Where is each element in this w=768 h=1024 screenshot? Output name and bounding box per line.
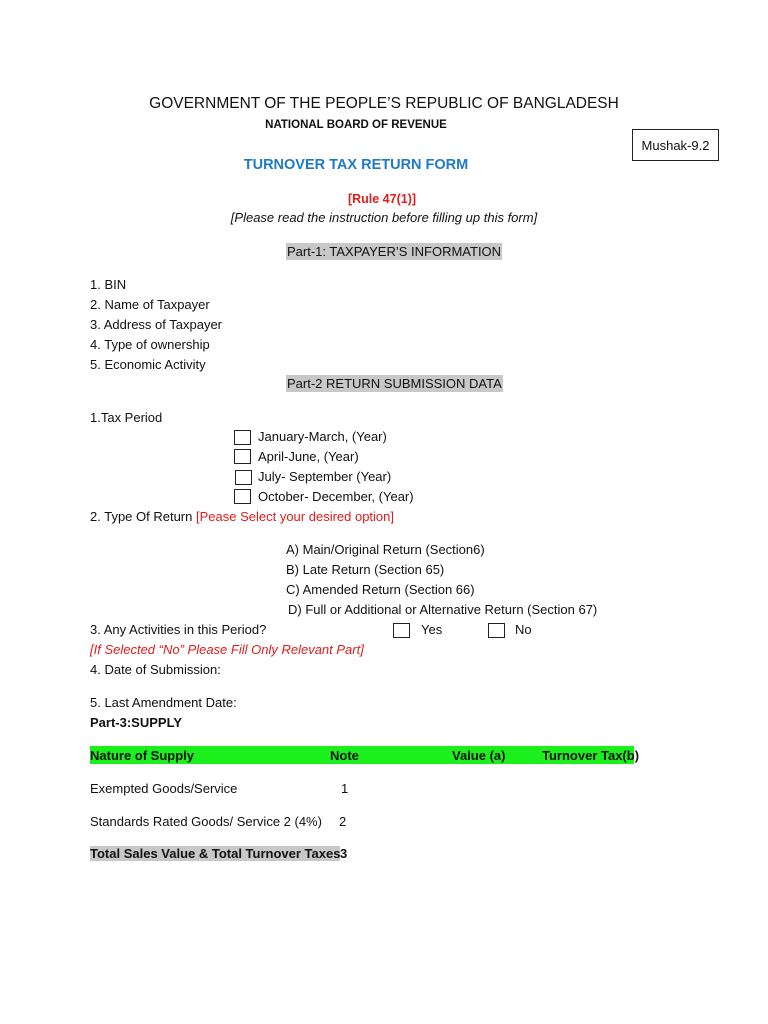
period-q1-label: January-March, (Year) (258, 429, 387, 444)
period-q4-checkbox[interactable] (234, 489, 251, 504)
form-title: TURNOVER TAX RETURN FORM (243, 157, 469, 173)
field-economic-activity: 5. Economic Activity (90, 357, 206, 372)
return-option-late[interactable]: B) Late Return (Section 65) (286, 562, 445, 577)
return-type-hint: [Pease Select your desired option] (196, 509, 395, 524)
row-exempted-note: 1 (341, 781, 349, 796)
period-q2-label: April-June, (Year) (258, 449, 359, 464)
activities-no-checkbox[interactable] (488, 623, 505, 638)
government-title: GOVERNMENT OF THE PEOPLE’S REPUBLIC OF BANGLADESH (149, 95, 619, 112)
row-exempted-nature: Exempted Goods/Service (90, 781, 238, 796)
return-option-amended[interactable]: C) Amended Return (Section 66) (286, 582, 475, 597)
part2-title-text: Part-2 RETURN SUBMISSION DATA (287, 376, 502, 391)
period-q3-checkbox[interactable] (235, 470, 252, 485)
period-q4-label: October- December, (Year) (258, 489, 414, 504)
submission-date-label: 4. Date of Submission: (90, 662, 221, 677)
row-total (90, 846, 340, 861)
activities-note: [If Selected “No” Please Fill Only Relevant Part] (90, 642, 364, 657)
part2-title (286, 376, 503, 391)
return-option-main[interactable]: A) Main/Original Return (Section6) (286, 542, 485, 557)
row-total-nature: Total Sales Value & Total Turnover Taxes (90, 846, 341, 861)
row-standard-note: 2 (339, 814, 347, 829)
column-nature-of-supply: Nature of Supply (90, 748, 195, 763)
part1-title (286, 244, 502, 259)
row-total-note: 3 (340, 846, 348, 861)
field-taxpayer-address: 3. Address of Taxpayer (90, 317, 223, 332)
instruction-note: [Please read the instruction before filling up this form] (230, 210, 538, 225)
field-taxpayer-name: 2. Name of Taxpayer (90, 297, 210, 312)
amendment-date-label: 5. Last Amendment Date: (90, 695, 237, 710)
column-turnover-tax: Turnover Tax(b) (542, 748, 640, 763)
activities-yes-label: Yes (421, 622, 443, 637)
activities-label: 3. Any Activities in this Period? (90, 622, 267, 637)
column-value: Value (a) (452, 748, 506, 763)
part1-title-text: Part-1: TAXPAYER’S INFORMATION (287, 244, 502, 259)
return-type-row (90, 509, 394, 524)
period-q2-checkbox[interactable] (234, 449, 251, 464)
return-type-label: 2. Type Of Return (90, 509, 193, 524)
part3-title: Part-3:SUPPLY (90, 715, 182, 730)
activities-no-label: No (515, 622, 532, 637)
field-ownership-type: 4. Type of ownership (90, 337, 210, 352)
return-option-full[interactable]: D) Full or Additional or Alternative Return (Section 67) (288, 602, 598, 617)
rule-reference: [Rule 47(1)] (347, 192, 417, 206)
column-note: Note (330, 748, 359, 763)
activities-yes-checkbox[interactable] (393, 623, 410, 638)
period-q1-checkbox[interactable] (234, 430, 251, 445)
form-code: Mushak-9.2 (641, 137, 710, 153)
tax-period-label: 1.Tax Period (90, 410, 163, 425)
board-name: NATIONAL BOARD OF REVENUE (265, 119, 447, 131)
period-q3-label: July- September (Year) (258, 469, 392, 484)
row-standard-nature: Standards Rated Goods/ Service 2 (4%) (90, 814, 322, 829)
field-bin: 1. BIN (90, 277, 127, 292)
